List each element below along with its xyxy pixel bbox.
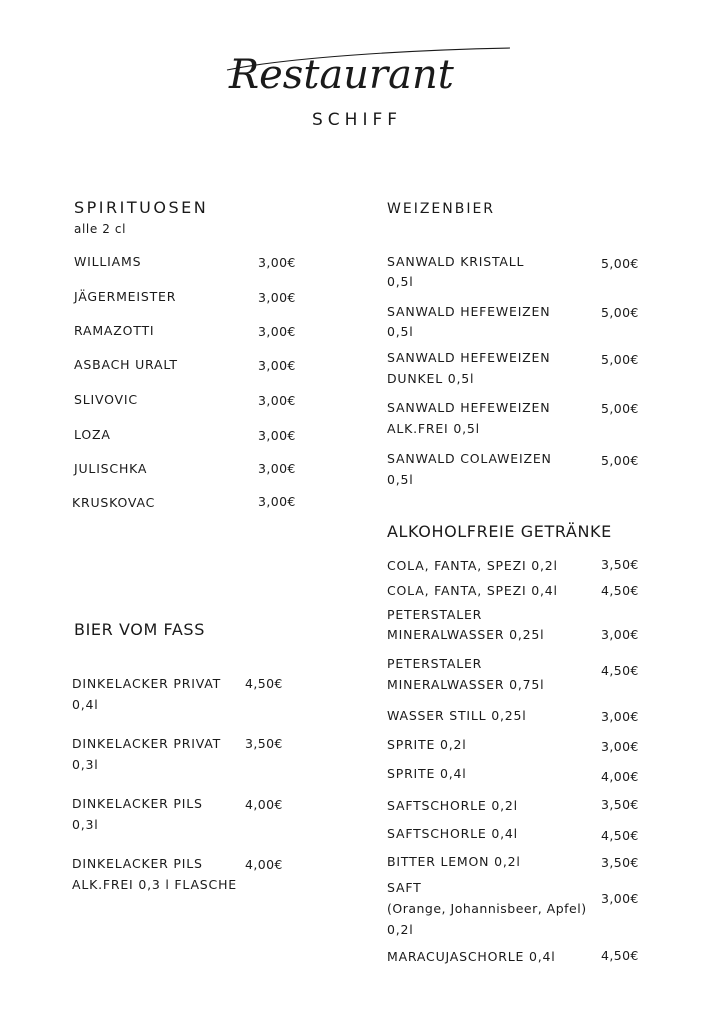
- drink-price: 3,50€: [601, 557, 639, 572]
- restaurant-script-logo: [225, 40, 515, 106]
- weizen-price: 5,00€: [601, 305, 639, 320]
- drink-price: 3,50€: [601, 855, 639, 870]
- drink-price: 3,50€: [601, 797, 639, 812]
- weizen-name: SANWALD COLAWEIZEN: [387, 451, 552, 466]
- beer-price: 3,50€: [245, 736, 283, 751]
- drink-name: PETERSTALER: [387, 607, 483, 622]
- beer-name: DINKELACKER PILS: [72, 856, 203, 871]
- spirit-name: LOZA: [74, 427, 111, 442]
- drink-price: 4,00€: [601, 769, 639, 784]
- spirit-name: SLIVOVIC: [74, 392, 138, 407]
- beer-price: 4,00€: [245, 797, 283, 812]
- beer-detail: 0,4l: [72, 697, 99, 712]
- weizen-price: 5,00€: [601, 453, 639, 468]
- weizen-detail: DUNKEL 0,5l: [387, 371, 475, 386]
- weizen-price: 5,00€: [601, 401, 639, 416]
- restaurant-script-title: Restaurant: [229, 52, 454, 98]
- beer-price: 4,00€: [245, 857, 283, 872]
- drink-name: SAFT: [387, 880, 422, 895]
- weizen-name: SANWALD HEFEWEIZEN: [387, 400, 551, 415]
- weizenbier-heading: WEIZENBIER: [387, 201, 496, 217]
- drink-detail: MINERALWASSER 0,75l: [387, 677, 545, 692]
- beer-price: 4,50€: [245, 676, 283, 691]
- drink-price: 4,50€: [601, 828, 639, 843]
- weizen-detail: 0,5l: [387, 472, 414, 487]
- spirituosen-heading: SPIRITUOSEN: [74, 198, 209, 217]
- drink-name: PETERSTALER: [387, 656, 483, 671]
- beer-detail: 0,3l: [72, 817, 99, 832]
- beer-detail: 0,3l: [72, 757, 99, 772]
- spirit-name: KRUSKOVAC: [72, 495, 156, 510]
- drink-detail-volume: 0,2l: [387, 922, 414, 937]
- spirit-name: ASBACH URALT: [74, 357, 178, 372]
- spirit-price: 3,00€: [258, 358, 296, 373]
- drink-name: MARACUJASCHORLE 0,4l: [387, 949, 556, 964]
- weizen-name: SANWALD HEFEWEIZEN: [387, 350, 551, 365]
- drink-name: BITTER LEMON 0,2l: [387, 854, 521, 869]
- beer-name: DINKELACKER PRIVAT: [72, 736, 222, 751]
- spirit-name: JULISCHKA: [74, 461, 148, 476]
- spirit-price: 3,00€: [258, 494, 296, 509]
- drink-price: 3,00€: [601, 627, 639, 642]
- drink-price: 3,00€: [601, 739, 639, 754]
- spirituosen-note: alle 2 cl: [74, 222, 126, 236]
- spirit-name: JÄGERMEISTER: [74, 289, 177, 304]
- drink-price: 4,50€: [601, 663, 639, 678]
- beer-name: DINKELACKER PRIVAT: [72, 676, 222, 691]
- drink-detail: (Orange, Johannisbeer, Apfel): [387, 901, 587, 916]
- drink-price: 3,00€: [601, 709, 639, 724]
- drink-name: WASSER STILL 0,25l: [387, 708, 527, 723]
- alkoholfreie-heading: ALKOHOLFREIE GETRÄNKE: [387, 522, 612, 541]
- weizen-detail: ALK.FREI 0,5l: [387, 421, 480, 436]
- drink-name: SPRITE 0,2l: [387, 737, 467, 752]
- drink-price: 4,50€: [601, 583, 639, 598]
- drink-name: SPRITE 0,4l: [387, 766, 467, 781]
- spirit-price: 3,00€: [258, 461, 296, 476]
- spirit-price: 3,00€: [258, 324, 296, 339]
- bier-vom-fass-heading: BIER VOM FASS: [74, 620, 205, 639]
- weizen-detail: 0,5l: [387, 324, 414, 339]
- drink-name: SAFTSCHORLE 0,4l: [387, 826, 518, 841]
- weizen-name: SANWALD HEFEWEIZEN: [387, 304, 551, 319]
- weizen-price: 5,00€: [601, 256, 639, 271]
- weizen-price: 5,00€: [601, 352, 639, 367]
- spirit-price: 3,00€: [258, 393, 296, 408]
- drink-name: COLA, FANTA, SPEZI 0,2l: [387, 558, 558, 573]
- weizen-detail: 0,5l: [387, 274, 414, 289]
- drink-price: 4,50€: [601, 948, 639, 963]
- beer-name: DINKELACKER PILS: [72, 796, 203, 811]
- weizen-name: SANWALD KRISTALL: [387, 254, 525, 269]
- drink-price: 3,00€: [601, 891, 639, 906]
- restaurant-name: SCHIFF: [312, 110, 403, 130]
- spirit-price: 3,00€: [258, 255, 296, 270]
- drink-detail: MINERALWASSER 0,25l: [387, 627, 545, 642]
- beer-detail: ALK.FREI 0,3 l FLASCHE: [72, 877, 237, 892]
- drink-name: COLA, FANTA, SPEZI 0,4l: [387, 583, 558, 598]
- spirit-price: 3,00€: [258, 290, 296, 305]
- drink-name: SAFTSCHORLE 0,2l: [387, 798, 518, 813]
- spirit-price: 3,00€: [258, 428, 296, 443]
- spirit-name: WILLIAMS: [74, 254, 142, 269]
- spirit-name: RAMAZOTTI: [74, 323, 155, 338]
